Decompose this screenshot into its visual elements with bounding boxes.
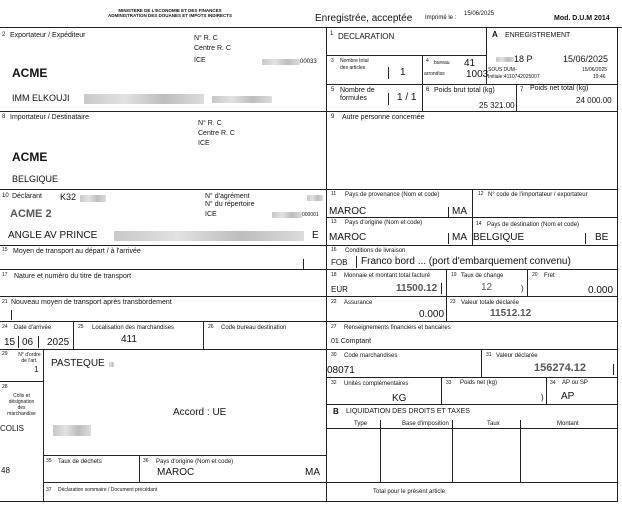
box6-label: Poids brut total (kg) <box>434 87 495 94</box>
box2-ice-suffix: 00033 <box>300 59 317 65</box>
redacted-agr <box>307 195 323 201</box>
box30-label: Code marchandises <box>344 353 398 359</box>
box2-label: Exportateur / Expéditeur <box>10 32 86 39</box>
box22-label: Assurance <box>344 300 373 306</box>
taxes-header-line <box>326 428 617 429</box>
box8-ice-label: ICE <box>198 140 210 147</box>
exporter-address: IMM ELKOUJI <box>12 93 70 103</box>
box4-value: 41 <box>464 58 476 69</box>
box34-value: AP <box>561 391 575 402</box>
box3-label-2: des articles <box>340 65 366 71</box>
redacted-code <box>80 195 106 202</box>
box10-ice-label: ICE <box>205 211 217 218</box>
box5-label-1: Nombre de <box>340 87 375 94</box>
model-label: Mod. D.U.M 2014 <box>554 15 610 22</box>
row-line-f <box>0 245 617 246</box>
taxes-col-base: Base d'imposition <box>402 421 449 427</box>
box10-number: 10 <box>2 193 9 199</box>
box28-label-1: Colis et <box>13 393 30 399</box>
border-right <box>617 27 618 502</box>
box15-number: 15 <box>2 247 8 253</box>
box27-value: 01 Comptant <box>331 338 372 345</box>
box37-number: 37 <box>46 487 52 493</box>
arrival-year: 2025 <box>47 337 70 348</box>
box37-label: Déclaration sommaire / Document précédant <box>58 487 158 493</box>
box22-number: 22 <box>331 299 337 305</box>
redacted-declarant-address <box>114 231 304 241</box>
importer-country: BELGIQUE <box>12 174 59 184</box>
taxes-col-type: Type <box>354 421 368 427</box>
divider-box18-box19 <box>446 269 447 296</box>
row-line-h <box>0 296 617 297</box>
box27-number: 27 <box>331 324 337 330</box>
box34-number: 34 <box>550 380 556 386</box>
taxes-col-taux: Taux <box>487 421 500 427</box>
box28-label-4: marchandise <box>7 411 36 417</box>
box1-number: 1 <box>330 31 334 37</box>
box25-number: 25 <box>78 324 84 330</box>
divider-box6-box7 <box>516 84 517 111</box>
box4-arr-value: 1003 <box>466 69 489 80</box>
taxes-total-label: Total pour le présent article <box>373 489 446 495</box>
printed-label: Imprimé le : <box>425 15 457 21</box>
box31-tick <box>613 364 614 375</box>
date-sep-2 <box>38 336 39 348</box>
redacted-address-2 <box>212 96 272 103</box>
declarant-name: ACME 2 <box>10 208 52 220</box>
box13-country: MAROC <box>329 232 367 243</box>
box11-country: MAROC <box>329 206 367 217</box>
box19-number: 19 <box>451 272 457 278</box>
boxB-label: LIQUIDATION DES DROITS ET TAXES <box>346 408 470 415</box>
box35-number: 35 <box>46 458 52 464</box>
redacted-desc <box>109 362 114 367</box>
box17-number: 17 <box>2 272 8 278</box>
box14-country: BELGIQUE <box>473 232 525 243</box>
box32-value: KG <box>392 393 407 404</box>
box15-tick <box>303 259 304 269</box>
colis-label: COLIS <box>0 424 25 433</box>
box4-number: 4 <box>426 58 429 64</box>
boxA-date2: 15/06/2025 <box>582 67 608 73</box>
box18-label: Monnaie et montant total facturé <box>344 273 431 279</box>
taxes-col-montant: Montant <box>557 421 579 427</box>
box16-label: Conditions de livraison <box>345 248 406 254</box>
form-top-border <box>0 27 622 28</box>
declarant-address: ANGLE AV PRINCE <box>8 230 98 241</box>
box11-number: 11 <box>331 191 337 197</box>
divider-box35-box36 <box>139 455 140 482</box>
box5-number: 5 <box>331 87 335 93</box>
box5-label-2: formules <box>340 95 367 102</box>
box9-number: 9 <box>331 114 335 120</box>
box32-number: 32 <box>331 380 337 386</box>
box19-paren: ) <box>521 284 524 293</box>
boxA-sous-dum: SOUS DUM- <box>488 67 517 73</box>
box3-tick <box>388 67 389 79</box>
box14-code: BE <box>595 232 609 243</box>
box30-number: 30 <box>331 352 337 358</box>
importer-name: ACME <box>12 150 48 164</box>
box10-ice-suffix: 000001 <box>302 212 319 218</box>
box8-label: Importateur / Destinataire <box>10 114 89 121</box>
box28-label-2: désignation <box>8 399 35 405</box>
box36-label: Pays d'origine (Nom et code) <box>156 459 234 465</box>
box3-number: 3 <box>331 58 334 64</box>
box28-label-3: des <box>17 405 26 411</box>
divider-box25-box26 <box>203 321 204 349</box>
box6-value: 25 321.00 <box>479 101 515 110</box>
box25-value: 411 <box>121 334 137 345</box>
date-sep-1 <box>18 336 19 348</box>
box18-amount: 11500.12 <box>396 283 438 294</box>
redacted-reg <box>496 57 514 62</box>
box31-label: Valeur déclarée <box>496 353 538 359</box>
box6-number: 6 <box>426 87 430 93</box>
box33-paren: ) <box>541 393 544 402</box>
accord-text: Accord : UE <box>173 407 227 418</box>
box16-code: FOB <box>331 258 348 267</box>
box14-tick <box>585 233 586 244</box>
box21-tick <box>11 310 12 320</box>
declarant-code: K32 <box>60 192 77 202</box>
box18-tick <box>441 283 442 294</box>
divider-box24-box25 <box>73 321 74 349</box>
taxes-col-2 <box>452 420 453 482</box>
box33-label: Poids net (kg) <box>460 380 498 386</box>
divider-box5-box6 <box>422 84 423 111</box>
redacted-ice <box>262 59 300 65</box>
box19-label: Taux de change <box>461 273 504 279</box>
box7-label: Poids net total (kg) <box>530 85 589 92</box>
box3-label-1: Nombre total <box>340 58 369 64</box>
box21-label: Nouveau moyen de transport après transbordement <box>11 299 172 306</box>
arrival-month: 06 <box>22 337 34 348</box>
divider-box3-box4 <box>422 55 423 84</box>
divider-box32-box33 <box>441 377 442 404</box>
row-line-d <box>0 189 617 190</box>
box26-label: Code bureau destination <box>221 325 287 331</box>
box19-value: 12 <box>481 282 493 293</box>
box21-number: 21 <box>2 299 8 305</box>
row-line-a <box>326 55 486 56</box>
box12-label: N° code de l'importateur / exportateur <box>488 192 588 198</box>
commodity-code: 08071 <box>327 365 355 376</box>
redacted-address <box>84 94 204 104</box>
box27-label: Renseignements financiers et bancaires <box>344 325 451 331</box>
box36-country: MAROC <box>157 467 195 478</box>
row-line-p <box>0 501 617 502</box>
box36-number: 36 <box>143 458 149 464</box>
box31-value: 156274.12 <box>534 362 586 374</box>
box25-label: Localisation des marchandises <box>92 325 175 331</box>
status-text: Enregistrée, acceptée <box>315 13 413 24</box>
box28-value-48: 48 <box>1 466 10 475</box>
goods-description: PASTEQUE <box>51 358 105 369</box>
boxA-letter: A <box>492 30 498 39</box>
box7-value: 24 000.00 <box>576 96 612 105</box>
box2-ice-label: ICE <box>194 57 206 64</box>
taxes-col-1 <box>380 420 381 482</box>
divider-box30-box31 <box>481 349 482 377</box>
box26-number: 26 <box>208 324 214 330</box>
box23-label: Valeur totale déclarée <box>461 300 519 306</box>
row-line-c <box>0 111 617 112</box>
divider-box29-goods <box>43 349 44 502</box>
ministry-line-1: MINISTERE DE L'ECONOMIE ET DES FINANCES <box>118 8 222 13</box>
box18-currency: EUR <box>331 285 348 294</box>
box7-number: 7 <box>520 87 524 93</box>
box34-label: AP ou SP <box>562 380 588 386</box>
box29-number: 29 <box>2 351 8 357</box>
box8-centre-label: Centre R. C <box>198 130 235 137</box>
box8-number: 8 <box>2 114 6 120</box>
taxes-col-3 <box>520 420 521 482</box>
box17-label: Nature et numéro du titre de transport <box>14 273 132 280</box>
col-divider-main <box>326 27 327 502</box>
box36-code: MA <box>305 467 320 478</box>
boxA-time: 19:46 <box>593 74 606 80</box>
row-line-g <box>0 269 617 270</box>
box13-code: MA <box>452 232 467 243</box>
box33-number: 33 <box>446 380 452 386</box>
divider-box22-box23 <box>446 296 447 321</box>
box3-value: 1 <box>400 67 406 78</box>
box4-arr-label: arrondiss <box>424 71 445 77</box>
boxA-label: ENREGISTREMENT <box>505 32 571 39</box>
box8-rc-label: N° R. C <box>198 120 222 127</box>
box12-number: 12 <box>478 191 484 197</box>
box16-text: Franco bord ... (port d'embarquement convenu) <box>361 256 571 267</box>
box11-tick <box>448 207 449 218</box>
row-line-k <box>0 381 43 382</box>
box23-value: 11512.12 <box>490 308 532 319</box>
box10-agr-label-2: N° du répertoire <box>205 201 255 208</box>
divider-box33-box34 <box>546 377 547 404</box>
box29-label-1: N° d'ordre <box>18 352 41 358</box>
row-line-o <box>43 482 326 483</box>
box15-label: Moyen de transport au départ / à l'arrivée <box>13 248 141 255</box>
box10-label: Déclarant <box>12 193 42 200</box>
printed-date: 15/06/2025 <box>464 11 495 17</box>
box14-number: 14 <box>476 221 482 227</box>
box20-number: 20 <box>532 272 538 278</box>
box20-label: Fret <box>544 273 555 279</box>
box18-number: 18 <box>331 272 337 278</box>
box2-centre-label: Centre R. C <box>194 45 231 52</box>
box28-number: 28 <box>2 384 8 390</box>
arrival-day: 15 <box>4 337 16 348</box>
box13-number: 13 <box>331 219 337 225</box>
box32-label: Unités complémentaires <box>344 381 409 387</box>
box24-label: Date d'arrivée <box>14 325 52 331</box>
boxB-letter: B <box>333 407 339 416</box>
box29-label-2: de l'art. <box>21 358 38 364</box>
boxA-date: 15/06/2025 <box>563 54 609 64</box>
row-line-e <box>326 217 617 218</box>
row-line-n <box>43 455 326 456</box>
row-line-m <box>326 404 617 405</box>
box16-number: 16 <box>331 247 337 253</box>
ministry-line-2: ADMINISTRATION DES DOUANES ET IMPOTS INDIRECTS <box>108 13 232 18</box>
box11-label: Pays de provenance (Nom et code) <box>345 192 440 198</box>
box2-rc-label: N° R. C <box>194 35 218 42</box>
boxA-number: 18 P <box>514 54 533 64</box>
box5-value: 1 / 1 <box>397 92 417 103</box>
box4-label: bureau <box>434 60 450 66</box>
box10-agr-label-1: N° d'agrément <box>205 193 250 200</box>
exporter-name: ACME <box>12 66 48 80</box>
box29-value: 1 <box>34 365 39 374</box>
row-line-l <box>326 377 617 378</box>
taxes-total-line <box>326 482 617 483</box>
box22-value: 0.000 <box>419 309 445 320</box>
box1-label: DECLARATION <box>338 32 395 41</box>
box35-label: Taux de déchets <box>58 459 102 465</box>
redacted-marks <box>53 425 91 436</box>
box23-number: 23 <box>450 299 456 305</box>
box11-code: MA <box>452 206 467 217</box>
box9-label: Autre personne concernée <box>342 114 425 121</box>
declarant-address-end: E <box>312 230 319 241</box>
row-line-i <box>0 321 617 322</box>
box2-number: 2 <box>2 32 6 38</box>
box5-tick <box>388 93 389 105</box>
box20-value: 0.000 <box>588 285 614 296</box>
box16-tick <box>356 256 357 268</box>
box24-number: 24 <box>2 324 8 330</box>
divider-box19-box20 <box>527 269 528 296</box>
box13-label: Pays d'origine (Nom et code) <box>345 220 423 226</box>
box31-number: 31 <box>486 352 492 358</box>
redacted-ice-2 <box>272 212 302 218</box>
box14-label: Pays de destination (Nom et code) <box>487 222 580 228</box>
row-line-j <box>0 349 617 350</box>
boxA-initial: Initiale:4110742025007 <box>488 74 540 80</box>
box13-tick <box>448 233 449 244</box>
